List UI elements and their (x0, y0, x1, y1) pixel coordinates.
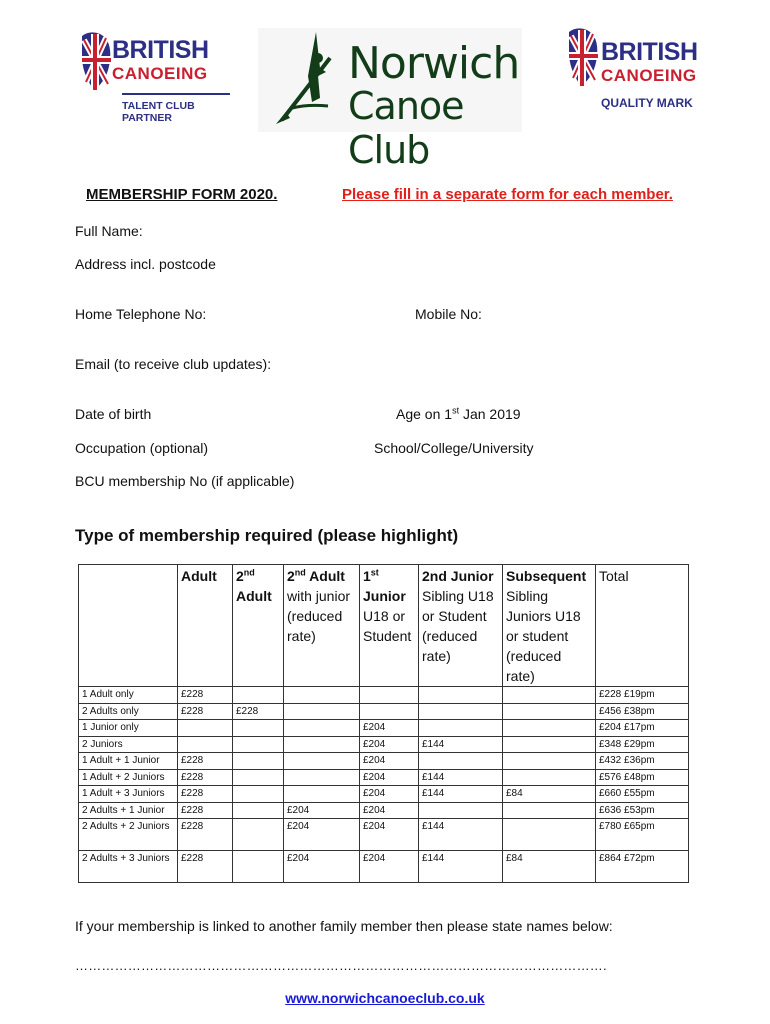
bcu-membership-label: BCU membership No (if applicable) (75, 473, 295, 489)
first-junior-fee: £204 (360, 819, 419, 851)
second-adult-fee (233, 819, 284, 851)
names-entry-line[interactable]: …………………………………………………………………………………………………………. (75, 958, 607, 973)
second-junior-fee (419, 703, 503, 720)
first-junior-fee (360, 703, 419, 720)
second-junior-fee (419, 753, 503, 770)
second-adult-junior-fee: £204 (284, 819, 360, 851)
club-subtitle: Canoe Club (348, 84, 464, 172)
logo-tagline: TALENT CLUB PARTNER (122, 100, 195, 124)
mobile-label: Mobile No: (415, 306, 482, 322)
header-second-adult: 2nd Adult (233, 565, 284, 687)
table-row (79, 720, 689, 737)
second-junior-fee: £144 (419, 769, 503, 786)
table-row (79, 703, 689, 720)
row-label: 1 Adult + 3 Juniors (79, 786, 178, 803)
first-junior-fee: £204 (360, 802, 419, 819)
subsequent-sibling-fee: £84 (503, 786, 596, 803)
first-junior-fee (360, 687, 419, 704)
website-link[interactable]: www.norwichcanoeclub.co.uk (285, 990, 485, 1006)
second-adult-junior-fee (284, 703, 360, 720)
header-second-junior: 2nd Junior Sibling U18 or Student (reduced rate) (419, 565, 503, 687)
row-label: 2 Adults only (79, 703, 178, 720)
logo-brand-line1: BRITISH (112, 36, 209, 64)
table-header-row (79, 565, 689, 687)
school-label: School/College/University (374, 440, 534, 456)
header-second-adult-with-junior: 2nd Adult with junior (reduced rate) (284, 565, 360, 687)
second-junior-fee: £144 (419, 786, 503, 803)
second-adult-fee (233, 687, 284, 704)
total-fee: £204 £17pm (596, 720, 689, 737)
british-canoeing-talent-logo (78, 30, 238, 124)
adult-fee: £228 (178, 786, 233, 803)
email-label: Email (to receive club updates): (75, 356, 272, 372)
adult-fee (178, 720, 233, 737)
address-label: Address incl. postcode (75, 256, 216, 272)
british-canoeing-quality-logo (565, 26, 705, 116)
home-telephone-label: Home Telephone No: (75, 306, 207, 322)
membership-type-title: Type of membership required (please highlight) (75, 526, 459, 545)
logo-tagline: QUALITY MARK (601, 96, 693, 110)
second-adult-fee (233, 851, 284, 883)
form-title: MEMBERSHIP FORM 2020. (86, 186, 278, 203)
adult-fee: £228 (178, 802, 233, 819)
second-adult-junior-fee (284, 769, 360, 786)
second-adult-fee: £228 (233, 703, 284, 720)
paddler-icon (268, 28, 348, 132)
row-label: 2 Juniors (79, 736, 178, 753)
logo-divider (122, 93, 230, 95)
header-first-junior: 1st Junior U18 or Student (360, 565, 419, 687)
second-junior-fee (419, 720, 503, 737)
second-junior-fee: £144 (419, 736, 503, 753)
first-junior-fee: £204 (360, 720, 419, 737)
subsequent-sibling-fee (503, 720, 596, 737)
occupation-label: Occupation (optional) (75, 440, 209, 456)
first-junior-fee: £204 (360, 753, 419, 770)
table-row (79, 851, 689, 883)
union-flag-icon (565, 26, 603, 88)
club-name: Norwich (348, 38, 520, 89)
adult-fee: £228 (178, 703, 233, 720)
first-junior-fee: £204 (360, 851, 419, 883)
table-row (79, 802, 689, 819)
adult-fee: £228 (178, 819, 233, 851)
second-adult-junior-fee (284, 786, 360, 803)
adult-fee: £228 (178, 769, 233, 786)
adult-fee: £228 (178, 753, 233, 770)
row-label: 2 Adults + 1 Junior (79, 802, 178, 819)
row-label: 2 Adults + 2 Juniors (79, 819, 178, 851)
subsequent-sibling-fee (503, 703, 596, 720)
total-fee: £456 £38pm (596, 703, 689, 720)
second-adult-junior-fee: £204 (284, 802, 360, 819)
full-name-label: Full Name: (75, 223, 143, 239)
total-fee: £432 £36pm (596, 753, 689, 770)
total-fee: £780 £65pm (596, 819, 689, 851)
table-row (79, 736, 689, 753)
second-adult-junior-fee (284, 736, 360, 753)
table-row (79, 819, 689, 851)
second-adult-fee (233, 769, 284, 786)
union-flag-icon (78, 30, 116, 92)
second-junior-fee (419, 802, 503, 819)
adult-fee: £228 (178, 851, 233, 883)
logo-brand-line2: CANOEING (112, 64, 208, 83)
subsequent-sibling-fee (503, 769, 596, 786)
table-row (79, 687, 689, 704)
total-fee: £636 £53pm (596, 802, 689, 819)
first-junior-fee: £204 (360, 769, 419, 786)
second-adult-fee (233, 802, 284, 819)
form-instruction: Please fill in a separate form for each member. (342, 186, 673, 203)
second-junior-fee (419, 687, 503, 704)
second-adult-junior-fee: £204 (284, 851, 360, 883)
total-fee: £348 £29pm (596, 736, 689, 753)
header-blank (79, 565, 178, 687)
subsequent-sibling-fee: £84 (503, 851, 596, 883)
header-total: Total (596, 565, 689, 687)
total-fee: £660 £55pm (596, 786, 689, 803)
row-label: 1 Adult + 2 Juniors (79, 769, 178, 786)
row-label: 2 Adults + 3 Juniors (79, 851, 178, 883)
second-adult-junior-fee (284, 687, 360, 704)
second-adult-fee (233, 753, 284, 770)
row-label: 1 Adult only (79, 687, 178, 704)
subsequent-sibling-fee (503, 736, 596, 753)
subsequent-sibling-fee (503, 753, 596, 770)
table-row (79, 769, 689, 786)
table-row (79, 786, 689, 803)
second-adult-junior-fee (284, 753, 360, 770)
first-junior-fee: £204 (360, 736, 419, 753)
logo-brand-line1: BRITISH (601, 38, 698, 66)
second-adult-fee (233, 720, 284, 737)
total-fee: £228 £19pm (596, 687, 689, 704)
row-label: 1 Adult + 1 Junior (79, 753, 178, 770)
second-junior-fee: £144 (419, 851, 503, 883)
total-fee: £864 £72pm (596, 851, 689, 883)
second-adult-junior-fee (284, 720, 360, 737)
second-adult-fee (233, 786, 284, 803)
fee-rows (79, 687, 689, 883)
subsequent-sibling-fee (503, 819, 596, 851)
norwich-canoe-club-logo (258, 28, 522, 172)
age-label: Age on 1st Jan 2019 (396, 405, 521, 422)
second-junior-fee: £144 (419, 819, 503, 851)
subsequent-sibling-fee (503, 802, 596, 819)
first-junior-fee: £204 (360, 786, 419, 803)
total-fee: £576 £48pm (596, 769, 689, 786)
membership-fee-table (78, 564, 689, 883)
header-adult: Adult (178, 565, 233, 687)
adult-fee: £228 (178, 687, 233, 704)
adult-fee (178, 736, 233, 753)
date-of-birth-label: Date of birth (75, 406, 152, 422)
subsequent-sibling-fee (503, 687, 596, 704)
row-label: 1 Junior only (79, 720, 178, 737)
table-row (79, 753, 689, 770)
family-member-note: If your membership is linked to another family member then please state names below: (75, 918, 613, 934)
header-subsequent-siblings: Subsequent Sibling Juniors U18 or student (reduced rate) (503, 565, 596, 687)
logo-brand-line2: CANOEING (601, 66, 697, 85)
second-adult-fee (233, 736, 284, 753)
